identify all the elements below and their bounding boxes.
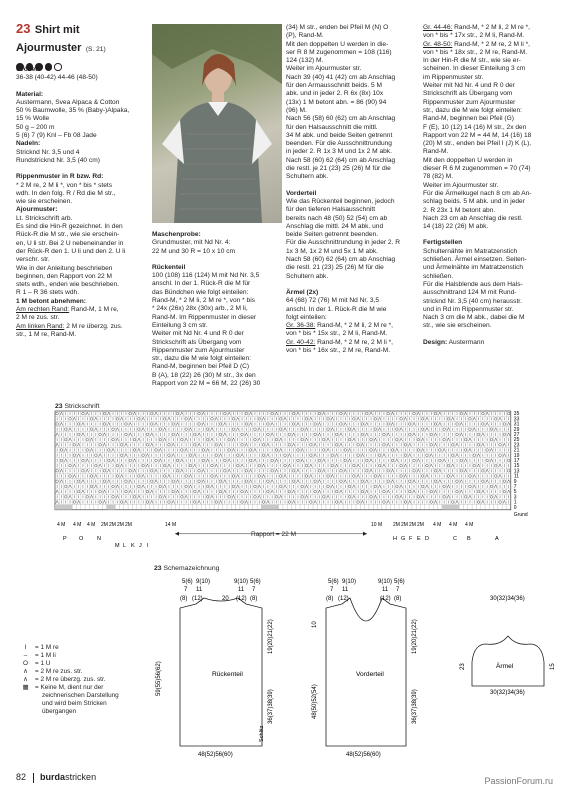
chart-pfeil-letter: G	[401, 535, 406, 542]
material-heading: Material:	[16, 90, 44, 98]
chart-width-label: 14 M	[165, 521, 177, 528]
v-top-11: (12)	[380, 596, 391, 602]
chart-pfeil-letter: P	[63, 535, 67, 542]
design-line: Design: Austermann	[423, 338, 485, 346]
v-top-7: 11	[382, 587, 389, 593]
chart-row-number: 21	[513, 447, 520, 454]
rippen-text	[16, 182, 148, 207]
chart-grund-label: Grund	[513, 511, 528, 518]
brand-bold: burda	[40, 772, 66, 782]
legend-text: übergangen	[42, 708, 77, 715]
fertig-line: Für die Halsblende aus dem Hals-	[423, 280, 523, 288]
text-line: Nach 58 (60) 62 (64) cm ab Anschlag	[286, 156, 396, 164]
text-line: für den Halsausschnitt die mittl.	[286, 123, 378, 131]
vorder-line: für den tieferen Halsausschnitt	[286, 206, 376, 214]
chart-width-label: 4 M	[465, 521, 474, 528]
chart-no-stitch	[55, 505, 72, 510]
legend-text: = 1 M li	[35, 652, 56, 659]
chart-row-number: 31	[513, 421, 520, 428]
vorderteil-heading: Vorderteil	[286, 189, 317, 197]
ruecken-line: str., dazu die M wie folgt einteilen:	[152, 355, 251, 363]
v-top-12: (8)	[394, 596, 402, 602]
text-line: Weiter im Ajourmuster str.	[286, 65, 362, 73]
chart-row-number: 5	[513, 489, 517, 496]
v-top-4: 5(6)	[394, 579, 405, 585]
page-footer	[16, 772, 96, 783]
betont-left-2: str., 1 M re, Rand-M.	[16, 330, 77, 338]
text-line: Rand-M.	[423, 148, 449, 156]
chart-row-number: 35	[513, 411, 520, 418]
ajour-line: Rück-R die M str., wie sie erschein-	[16, 231, 120, 239]
chart-width-label: 2M	[101, 521, 108, 528]
chart-pfeil-letter: A	[495, 535, 499, 542]
schlitz-label: Schlitz	[259, 725, 265, 742]
chart-row-number: 7	[513, 484, 517, 490]
photo-illustration	[152, 24, 282, 223]
r-top-11: (12)	[192, 596, 203, 602]
aermel-text	[286, 297, 418, 322]
text-line: scheinen. In dieser Einteilung 3 cm	[423, 65, 526, 73]
text-line: 14 (18) 22 (26) M abk.	[423, 223, 489, 231]
vorder-shoulder-label: 19(20)21(22)	[412, 619, 418, 654]
chart-row-number: 25	[513, 437, 520, 444]
ruecken-line: Strickschrift als Übergang vom	[152, 338, 242, 346]
chart-pfeil-letter: N	[97, 535, 101, 542]
ruecken-line: Rand-M. Im Rippenmuster in dieser	[152, 313, 257, 321]
page-number: 82	[16, 772, 27, 782]
text-line: Rand-M, beginnen bei Pfeil (G)	[423, 115, 514, 123]
chart-width-label: 4 M	[73, 521, 82, 528]
rippen-heading: Rippenmuster in R bzw. Rd:	[16, 173, 104, 181]
betont-right-2: 2 M re zus. str.	[16, 314, 60, 322]
groessen-text: 36-38 (40-42) 44-46 (48-50)	[16, 74, 98, 82]
aermel-label: Ärmel	[496, 663, 514, 670]
text-line: Weiter im Ajourmuster str.	[423, 181, 499, 189]
maschenprobe-text	[152, 239, 292, 256]
legend-row	[22, 668, 82, 676]
chart-width-label: 2M	[393, 521, 400, 528]
vorder-right-label: 36(37)38(39)	[412, 689, 418, 724]
model-photo	[152, 24, 282, 223]
ajour-line: stets wdh., enden wie beschrieben.	[16, 281, 119, 289]
watermark: PassionForum.ru	[484, 776, 553, 786]
ruecken-width-label: 48(52)56(60)	[198, 752, 233, 758]
text-line: (96) M.	[286, 106, 307, 114]
legend-row	[22, 644, 59, 652]
chart-pfeil-letter: F	[409, 535, 413, 542]
r-top-9: 7	[252, 587, 256, 593]
betont-heading: 1 M betont abnehmen:	[16, 297, 86, 305]
legend-row	[22, 692, 119, 700]
chart-pfeil-letter: M	[115, 542, 120, 549]
ruecken-line: Rapport von 22 M = 66 M, 22 (26) 30	[152, 380, 261, 388]
chart-no-stitch	[261, 505, 278, 510]
text-line: für den Armausschnitt beids. 5 M	[286, 82, 383, 90]
maschen-line: Grundmuster, mit Nd Nr. 4:	[152, 239, 231, 247]
material-line: 50 g – 200 m	[16, 123, 55, 131]
chart-pfeil-letter: C	[453, 535, 457, 542]
legend-text: und wird beim Stricken	[42, 700, 107, 707]
fertig-line: und in Rd im Rippenmuster str.	[423, 305, 514, 313]
vorderteil-text	[286, 198, 418, 281]
gr2-line: Gr. 40-42: Rand-M, * 2 M re, 2 M li *,	[286, 338, 394, 346]
text-line: in jeder 2. R 1x 3 M und 1x 2 M abk.	[286, 148, 392, 156]
fertigstellen-heading: Fertigstellen	[423, 239, 463, 247]
maschenprobe-heading: Maschenprobe:	[152, 231, 201, 238]
text-line: im Rippenmuster str.	[423, 73, 484, 81]
aermel-line: 64 (68) 72 (76) M mit Nd Nr. 3,5	[286, 297, 380, 305]
fertig-line: ausschnittrand 124 M mit Rund-	[423, 289, 517, 297]
chart-row-number: 1	[513, 499, 517, 506]
gr4-line: Gr. 48-50: Rand-M, * 2 M re, 2 M li *,	[423, 40, 531, 48]
aermel-heading: Ärmel (2x)	[286, 288, 319, 296]
fertig-line: Nach 3 cm die M abk., dabei die M	[423, 314, 525, 322]
vorder-line: beide Seiten getrennt beenden.	[286, 231, 379, 239]
v-top-10: (12)	[338, 596, 349, 602]
legend-text: = 2 M re überzg. zus. str.	[35, 676, 106, 683]
ruecken-shoulder-label: 19(20)21(22)	[268, 619, 274, 654]
legend-row	[22, 684, 103, 692]
legend-row	[22, 708, 76, 716]
nadeln-line: Rundstricknd Nr. 3,5 (40 cm)	[16, 156, 100, 164]
legend-row	[22, 660, 50, 668]
text-line: 2. R 23x 1 M betont abn.	[423, 206, 496, 214]
r-top-6: 11	[196, 587, 203, 593]
v-top-2: 9(10)	[342, 579, 357, 585]
pattern-number: 23	[16, 21, 31, 36]
chart-row-number: 29	[513, 426, 520, 433]
gr3-line2: von * bis * 17x str., 2 M li, Rand-M.	[423, 32, 525, 40]
chart-row-number: 15	[513, 463, 520, 470]
chart-pfeil-letter: I	[147, 542, 149, 549]
v-top-8: 7	[396, 587, 400, 593]
text-line: (34) M str., enden bei Pfeil M (N) O	[286, 24, 389, 31]
vorder-line: Schultern abk.	[286, 272, 329, 280]
nadeln-list	[16, 149, 148, 166]
legend-row	[22, 676, 106, 684]
text-line: abk. und in jeder 2. R 6x (8x) 10x	[286, 90, 384, 98]
chart-row-number: 0	[513, 504, 517, 511]
ruecken-line: * 24x (26x) 28x (30x) arb., 2 M li,	[152, 305, 248, 313]
text-line: Nach 56 (58) 60 (62) cm ab Anschlag	[286, 115, 396, 123]
ajour-line: en, U li str. Bei 2 U nebeneinander in	[16, 239, 124, 247]
text-line: str., dazu die M wie folgt einteilen:	[423, 106, 522, 114]
vorder-height-label: 48(50)52(54)	[312, 684, 318, 719]
schema-title: 23 Schemazeichnung	[154, 565, 220, 572]
ajour-line: der Rück-R den 1. U li und den 2. U li	[16, 247, 126, 255]
ajour-line: verschr. str.	[16, 256, 50, 264]
legend-text: = 1 U	[35, 660, 51, 667]
chart-width-label: 10 M	[371, 521, 383, 528]
title-line1: Shirt mit	[34, 24, 80, 36]
fertig-line: schließen.	[423, 272, 454, 280]
vorder-line: 1x 3 M, 1x 2 M und 5x 1 M abk.	[286, 247, 378, 255]
chart-width-label: 4 M	[57, 521, 66, 528]
vorder-line: die restl. 21 (23) 25 (26) M für die	[286, 264, 384, 272]
v-top-3: 9(10)	[378, 579, 393, 585]
ruecken-height-label: 59(55)56(62)	[156, 661, 162, 696]
fertig-line: Schulternähte im Matratzenstich	[423, 247, 518, 255]
chart-pfeil-letter: K	[131, 542, 135, 549]
chart-width-label: 2M	[125, 521, 132, 528]
chart-row-number: 11	[513, 473, 520, 480]
chart-pfeil-letter: L	[123, 542, 127, 549]
chart-pfeil-letter: D	[425, 535, 429, 542]
text-line: 34 M abk. und beide Seiten getrennt	[286, 131, 393, 139]
chart-pfeil-letter: O	[79, 535, 84, 542]
text-line: Für die Ärmelkugel nach 8 cm ab An-	[423, 189, 532, 197]
chart-pfeil-letter: E	[417, 535, 421, 542]
rapport-arrow-left	[175, 532, 179, 536]
aermel-bottom-label: 30(32)34(36)	[490, 690, 525, 696]
r-top-13: (8)	[250, 596, 258, 602]
betont-left: Am linken Rand: 2 M re überzg. zus.	[16, 322, 123, 330]
legend-text: zeichnerischen Darstellung	[42, 692, 119, 699]
fertig-line: stricknd Nr. 3,5 (40 cm) herausstr.	[423, 297, 522, 305]
v-top-6: 11	[342, 587, 349, 593]
text-line: In der Hin-R die M str., wie sie er-	[423, 57, 521, 65]
text-line: (13x) 1 M betont abn. = 86 (90) 94	[286, 98, 387, 106]
chart-no-stitch	[442, 505, 459, 510]
text-line: Nach 39 (40) 41 (42) cm ab Anschlag	[286, 73, 396, 81]
schematic	[150, 574, 560, 758]
aermel-top-label: 30(32)34(36)	[490, 596, 525, 602]
v-top-9: (8)	[326, 596, 334, 602]
gr1-line: Gr. 36-38: Rand-M, * 2 M li, 2 M re *,	[286, 322, 394, 330]
chart-width-label: 2M	[417, 521, 424, 528]
r-top-7: 20	[222, 596, 229, 602]
text-line: Rippenmuster zum Ajourmuster	[423, 98, 516, 106]
material-line: 5 (6) 7 (9) Knl – Fb 08 Jade	[16, 132, 97, 140]
chart-pfeil-letter: B	[467, 535, 471, 542]
fertigstellen-text	[423, 248, 559, 331]
text-line: schlag beids. 5 M abk. und in jeder	[423, 198, 525, 206]
fertig-line: schließen. Ärmel einsetzen. Seiten-	[423, 256, 527, 264]
text-line: Mit den doppelten U werden in	[423, 156, 513, 164]
chart-row-number: 19	[513, 452, 520, 459]
text-line: ser R 8 M zugenommen = 108 (116)	[286, 48, 392, 56]
ruecken-line: Rand-M, * 2 M li, 2 M re *, von * bis	[152, 297, 255, 305]
chart-row-number: 3	[513, 494, 517, 501]
ajour-line: R 1 – R 36 stets wdh.	[16, 289, 80, 297]
r-top-5: 7	[184, 587, 188, 593]
legend-text: = 2 M re zus. str.	[35, 668, 83, 675]
rapport-label: Rapport = 22 M	[251, 530, 296, 538]
text-line: (P), Rand-M.	[286, 32, 324, 40]
gr3-line: Gr. 44-46: Rand-M, * 2 M li, 2 M re *,	[423, 24, 531, 31]
legend-symbol: I	[24, 644, 27, 651]
legend-row	[22, 652, 56, 660]
ajour-line: Lt. Strickschrift arb.	[16, 214, 73, 222]
chart-row-number: 23	[513, 442, 520, 449]
knitting-chart	[55, 411, 555, 549]
text-line: F (E), 10 (12) 14 (16) M str., 2x den	[423, 123, 527, 131]
title-ref: (S. 21)	[85, 46, 106, 53]
chart-row-number: 27	[513, 432, 520, 438]
chart-width-label: 4 M	[433, 521, 442, 528]
r-top-10: (8)	[180, 596, 188, 602]
text-line: Schultern abk.	[286, 173, 329, 181]
maschen-line: 22 M und 30 R = 10 x 10 cm	[152, 247, 236, 255]
text-line: beenden. Für die Ausschnittrundung	[286, 140, 392, 148]
ajour-line: Wie in der Anleitung beschrieben	[16, 264, 113, 272]
ruecken-right-label: 36(37)38(39)	[268, 689, 274, 724]
ruecken-line: anschl. In der 1. Rück-R die M für	[152, 280, 251, 288]
text-line: Weiter mit Nd Nr. 4 und R 0 der	[423, 82, 515, 90]
legend-symbol: ▦	[22, 684, 29, 691]
aermel-line: folgt einteilen:	[286, 313, 327, 321]
ruecken-continued	[286, 24, 418, 182]
chart-width-label: 2M	[409, 521, 416, 528]
column-1	[16, 66, 148, 339]
rapport-arrow-right	[363, 532, 367, 536]
ruecken-line: Weiter mit Nd Nr. 4 und R 0 der	[152, 330, 244, 338]
ruecken-line: B (A), 18 (22) 26 (30) M str., 3x den	[152, 371, 256, 379]
r-top-3: 9(10)	[234, 579, 249, 585]
text-line: Nach 23 cm ab Anschlag die restl.	[423, 214, 523, 222]
column-4	[423, 24, 559, 347]
text-line: 124 (132) M.	[286, 57, 324, 65]
fertig-line: und Ärmelnähte im Matratzenstich	[423, 264, 524, 272]
material-line: 15 % Wolle	[16, 115, 50, 123]
legend-text: = Keine M, dient nur der	[35, 684, 104, 691]
chart-row-number: 17	[513, 458, 520, 464]
v-top-5: 7	[330, 587, 334, 593]
ruecken-line: Rand-M, beginnen bei Pfeil D (C)	[152, 363, 250, 371]
r-top-4: 5(6)	[250, 579, 261, 585]
material-list	[16, 99, 148, 140]
ruecken-line: Rippenmuster zum Ajourmuster	[152, 346, 245, 354]
legend-symbol: –	[23, 652, 28, 659]
v-top-1: 5(6)	[328, 579, 339, 585]
text-line: (20) M str., enden bei Pfeil I (J) K (L),	[423, 140, 532, 148]
legend-text: = 1 M re	[35, 644, 59, 651]
ajour-text	[16, 215, 148, 298]
column-2	[152, 231, 292, 388]
chart-no-stitch	[107, 505, 116, 510]
chart-width-label: 4 M	[87, 521, 96, 528]
rippen-line: wie sie erscheinen.	[16, 198, 73, 206]
ajour-line: beginnen, den Rapport von 22 M	[16, 272, 113, 280]
aermel-continued	[423, 57, 559, 231]
chart-row-number: 33	[513, 416, 520, 423]
r-top-2: 9(10)	[196, 579, 211, 585]
chart-width-label: 4 M	[449, 521, 458, 528]
rippen-line: * 2 M re, 2 M li *, von * bis * stets	[16, 181, 113, 189]
r-top-8: 11	[238, 587, 245, 593]
chart-width-label: 2M	[401, 521, 408, 528]
r-top-12: (12)	[236, 596, 247, 602]
nadeln-heading: Nadeln:	[16, 140, 41, 148]
fertig-line: str., wie sie erscheinen.	[423, 322, 492, 330]
text-line: Mit den doppelten U werden in die-	[286, 40, 389, 48]
gr4-line2: von * bis * 18x str., 2 M re, Rand-M.	[423, 48, 528, 56]
nadeln-line: Stricknd Nr. 3,5 und 4	[16, 148, 80, 156]
vorder-line: Wie das Rückenteil beginnen, jedoch	[286, 197, 395, 205]
text-line: Rapport von 22 M = 44 M, 14 (16) 18	[423, 131, 532, 139]
groessen-heading: Größen	[16, 66, 40, 73]
text-line: dieser R 6 M zugenommen = 70 (74)	[423, 165, 531, 173]
chart-width-label: 2M	[117, 521, 124, 528]
ruecken-line: Einteilung 3 cm str.	[152, 321, 208, 329]
legend-row	[22, 700, 107, 708]
text-line: Strickschrift als Übergang vom	[423, 90, 513, 98]
chart-width-label: 2M	[109, 521, 116, 528]
gr2-line2: von * bis * 16x str., 2 M re, Rand-M.	[286, 346, 391, 354]
vorder-width-label: 48(52)56(60)	[346, 752, 381, 758]
chart-row-number: 13	[513, 468, 520, 475]
aermel-right-label: 15	[550, 663, 556, 670]
ajour-line: Es sind die Hin-R gezeichnet. In den	[16, 223, 123, 231]
material-line: 50 % Baumwolle, 35 % (Baby-)Alpaka,	[16, 107, 130, 115]
text-line: 78 (82) M.	[423, 173, 454, 181]
aermel-left-label: 23	[460, 663, 466, 670]
vorder-line: Nach 58 (60) 62 (64) cm ab Anschlag	[286, 256, 396, 264]
column-3	[286, 24, 418, 355]
title-line2: Ajourmuster	[16, 42, 82, 54]
ruecken-label: Rückenteil	[212, 671, 243, 678]
vorder-line: Für die Ausschnittrundung in jeder 2. R	[286, 239, 400, 247]
chart-pfeil-letter: H	[393, 535, 397, 542]
betont-right: Am rechten Rand: Rand-M, 1 M re,	[16, 306, 119, 314]
vorder-neck-label: 10	[312, 621, 318, 628]
legend-symbol: ∧	[23, 668, 28, 675]
gr1-line2: von * bis * 15x str., 2 M li, Rand-M.	[286, 330, 388, 338]
vorder-label: Vorderteil	[356, 671, 384, 678]
ruecken-line: das Bündchen wie folgt einteilen:	[152, 288, 249, 296]
vorder-line: bereits nach 48 (50) 52 (54) cm ab	[286, 214, 388, 222]
legend-symbol: O	[23, 660, 28, 667]
aermel-line: anschl. In der 1. Rück-R die M wie	[286, 305, 387, 313]
brand-rest: stricken	[65, 772, 97, 782]
chart-pfeil-letter: J	[139, 542, 142, 549]
rippen-line: wdh. In den folg. R / Rd die M str.,	[16, 189, 116, 197]
material-line: Austermann, Svea Alpaca & Cotton	[16, 98, 120, 106]
chart-row-number: 9	[513, 478, 517, 485]
chart-title: 23 Strickschrift	[55, 403, 100, 410]
text-line: die restl. je 21 (23) 25 (26) M für die	[286, 165, 391, 173]
vorder-line: Anschlag die mittl. 24 M abk. und	[286, 222, 384, 230]
ruecken-line: 100 (108) 116 (124) M mit Nd Nr. 3,5	[152, 272, 260, 280]
legend-symbol: ∧	[23, 676, 28, 683]
ruecken-heading: Rückenteil	[152, 263, 186, 271]
ruecken-text	[152, 272, 292, 388]
ajour-heading: Ajourmuster:	[16, 206, 58, 214]
aermel-schematic	[472, 636, 544, 686]
r-top-1: 5(6)	[182, 579, 193, 585]
